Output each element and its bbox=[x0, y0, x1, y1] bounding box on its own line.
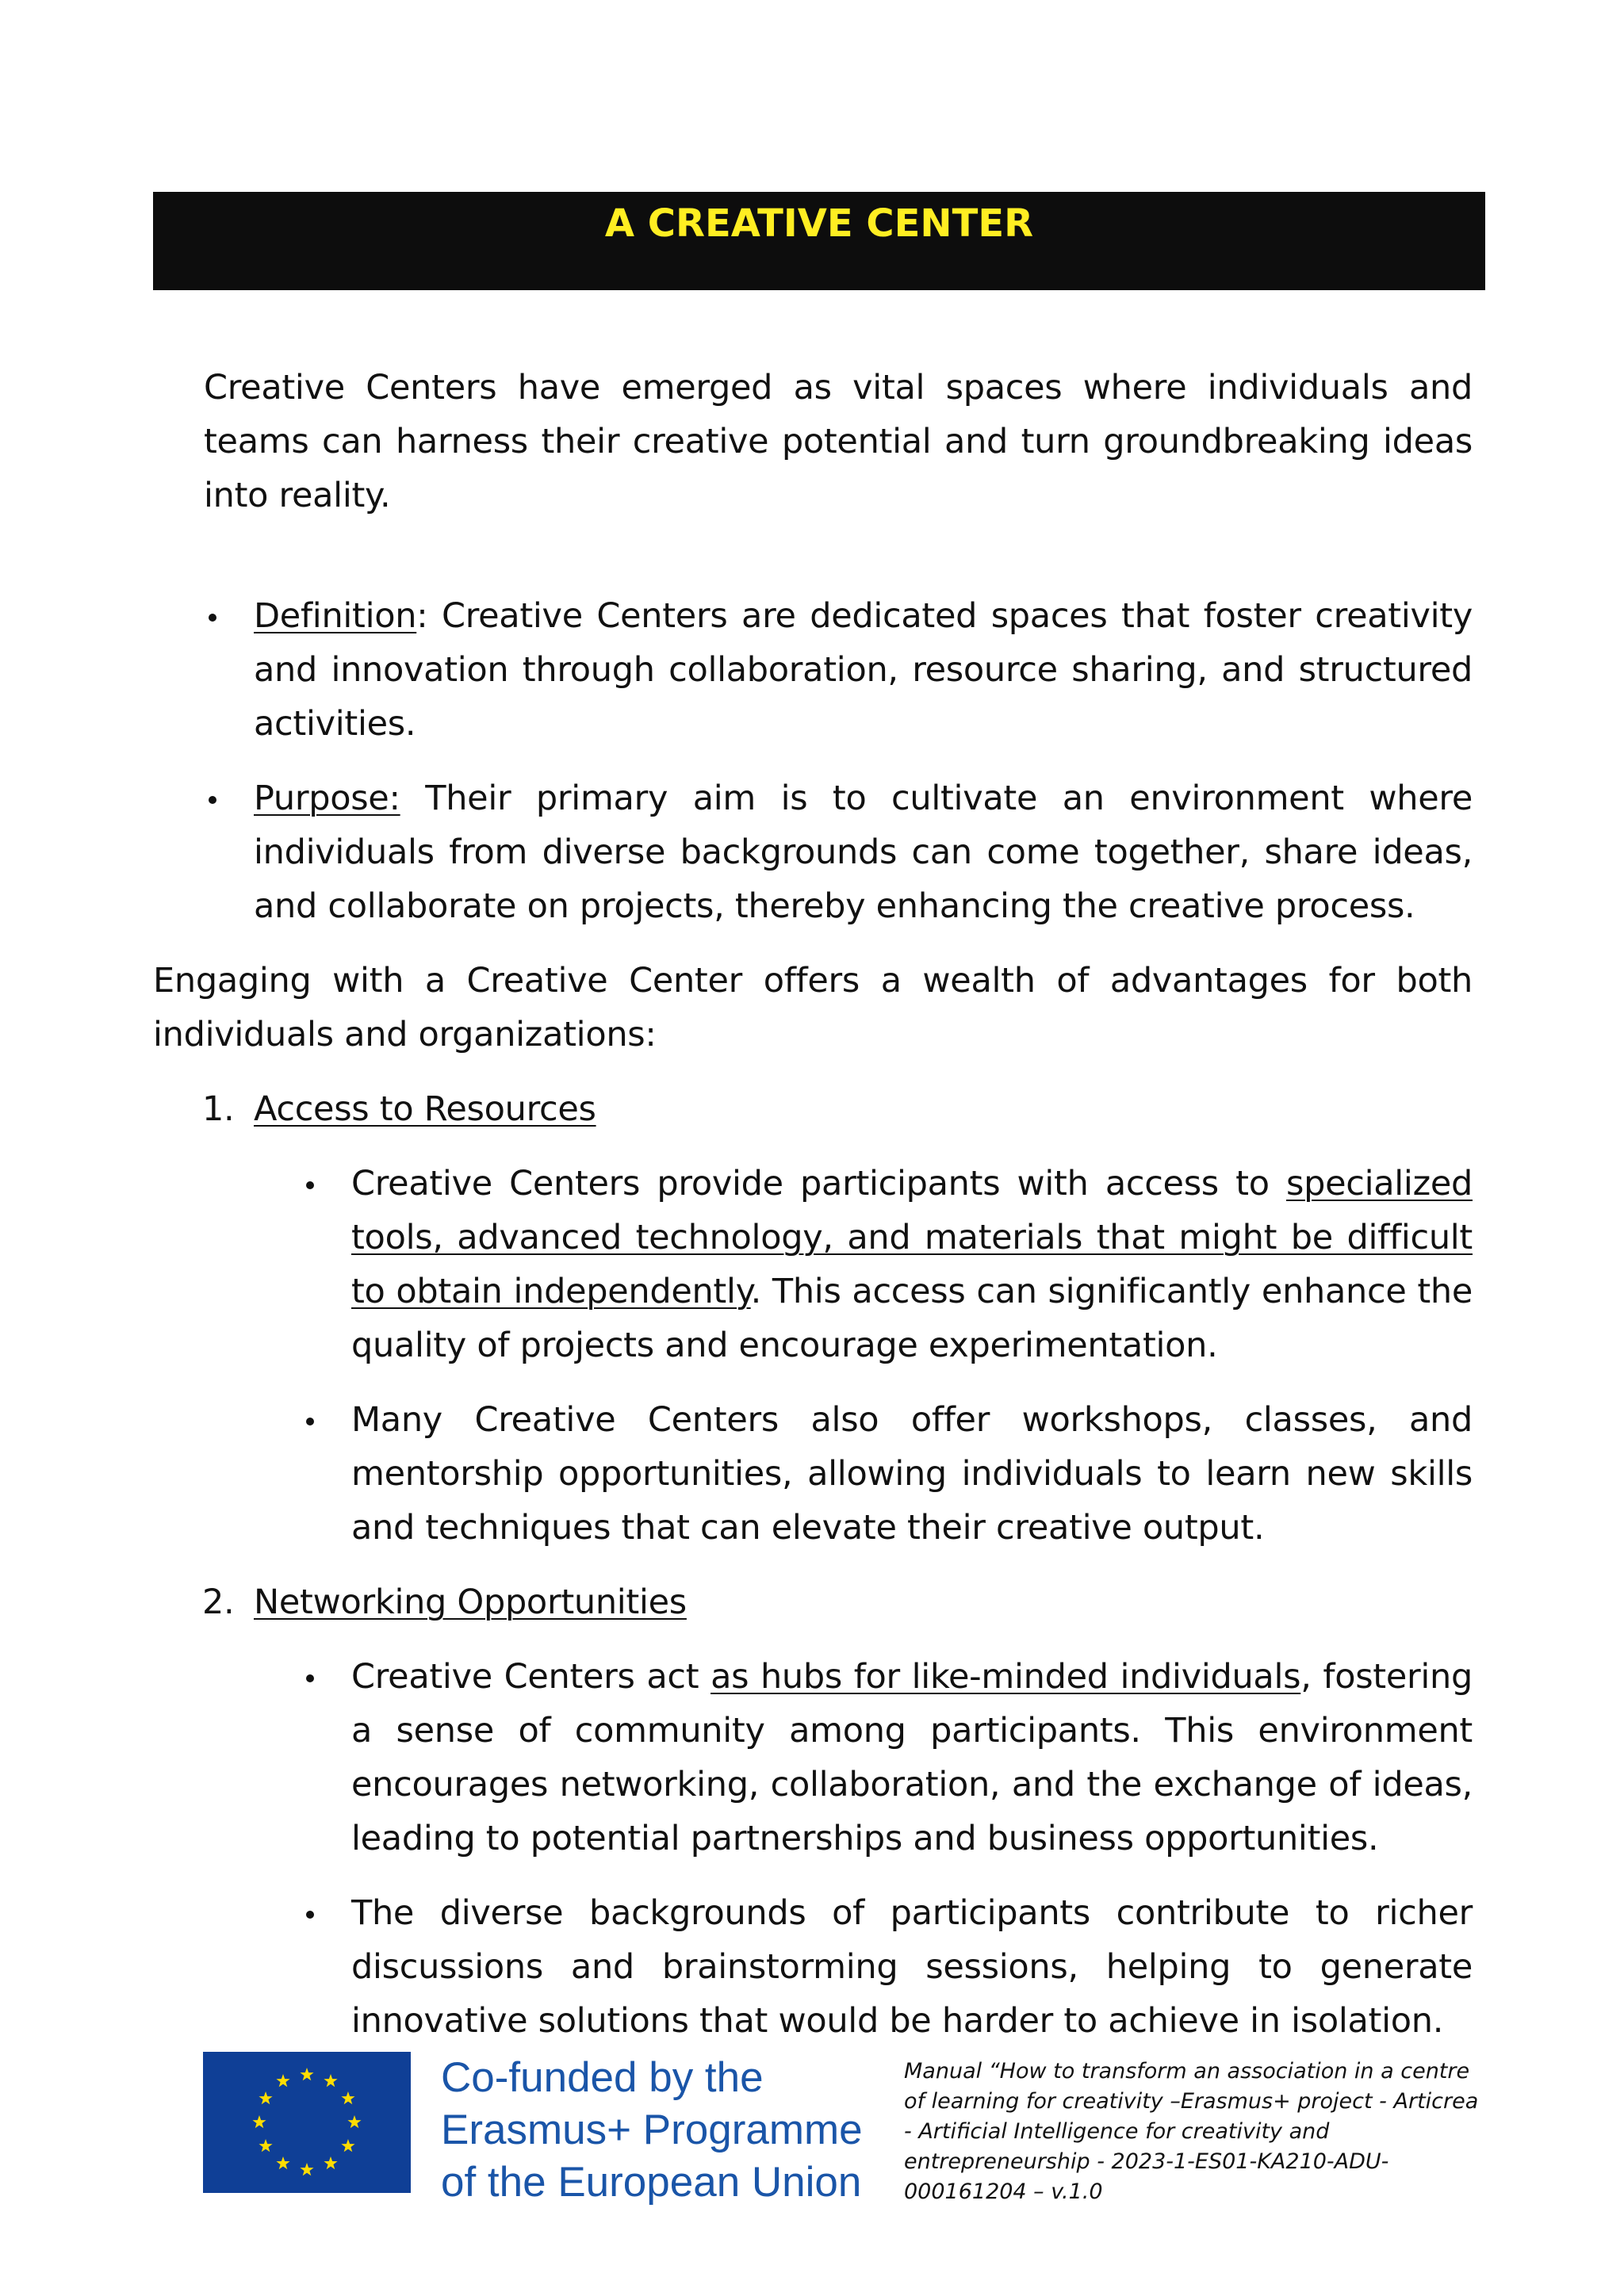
purpose-text: Their primary aim is to cultivate an environment where individuals from diverse backgrounds can come together, share ideas, and collaborate on projects, thereby enhancing the creative process. bbox=[254, 779, 1473, 926]
section-title: Networking Opportunities bbox=[254, 1582, 687, 1622]
title-banner bbox=[153, 192, 1485, 290]
emphasis-text: as hubs for like-minded individuals bbox=[710, 1657, 1301, 1697]
cofund-line-2: Erasmus+ Programme bbox=[441, 2107, 863, 2153]
section-number: 1. bbox=[202, 1089, 235, 1129]
purpose-item bbox=[153, 771, 1473, 933]
networking-list bbox=[153, 1650, 1473, 2048]
list-item bbox=[153, 1650, 1473, 1866]
purpose-label: Purpose: bbox=[254, 779, 400, 818]
definition-label: Definition bbox=[254, 596, 417, 636]
section-networking-opportunities bbox=[153, 1575, 1473, 1629]
eu-flag-icon bbox=[203, 2052, 411, 2193]
definition-list bbox=[153, 589, 1473, 933]
document-body bbox=[153, 361, 1473, 2048]
page-title: A CREATIVE CENTER bbox=[604, 201, 1034, 246]
intro-paragraph: Creative Centers have emerged as vital spaces where individuals and teams can harness their creative potential and turn groundbreaking ideas into reality. bbox=[204, 368, 1473, 515]
list-item bbox=[153, 1393, 1473, 1555]
list-item-text: Creative Centers act bbox=[351, 1657, 711, 1697]
list-item-text: . This access can significantly enhance the quality of projects and encourage experimentation. bbox=[351, 1272, 1473, 1365]
list-item bbox=[153, 1157, 1473, 1372]
engaging-paragraph: Engaging with a Creative Center offers a wealth of advantages for both individuals and organizations: bbox=[153, 961, 1473, 1054]
list-item-text: Creative Centers provide participants with access to bbox=[351, 1164, 1286, 1203]
manual-reference: Manual “How to transform an association in a centre of learning for creativity –Erasmus+ project - Articrea - Artificial Intelligence for creativity and entrepreneurship - 2023-1-ES01-KA210-ADU-000161204 – v.1.0 bbox=[904, 2059, 1479, 2204]
list-item-text: The diverse backgrounds of participants contribute to richer discussions and brainstorming sessions, helping to generate innovative solutions that would be harder to achieve in isolation. bbox=[351, 1893, 1473, 2041]
section-number: 2. bbox=[202, 1582, 235, 1622]
list-item-text: , fostering a sense of community among participants. This environment encourages networking, collaboration, and the exchange of ideas, leading to potential partnerships and business opportunities. bbox=[351, 1657, 1473, 1858]
cofunded-logo-text bbox=[441, 2052, 863, 2209]
section-access-to-resources bbox=[153, 1082, 1473, 1136]
cofund-line-1: Co-funded by the bbox=[441, 2054, 764, 2101]
definition-item bbox=[153, 589, 1473, 751]
resources-list bbox=[153, 1157, 1473, 1555]
definition-text: : Creative Centers are dedicated spaces that foster creativity and innovation through collaboration, resource sharing, and structured activities. bbox=[254, 596, 1473, 744]
cofund-line-3: of the European Union bbox=[441, 2159, 862, 2206]
section-title: Access to Resources bbox=[254, 1089, 596, 1129]
emphasis-text: specialized tools, advanced technology, and materials that might be difficult to obtain independently bbox=[351, 1164, 1473, 1311]
list-item-text: Many Creative Centers also offer workshops, classes, and mentorship opportunities, allowing individuals to learn new skills and techniques that can elevate their creative output. bbox=[351, 1400, 1473, 1548]
list-item bbox=[153, 1886, 1473, 2048]
page-footer bbox=[0, 2045, 1624, 2204]
